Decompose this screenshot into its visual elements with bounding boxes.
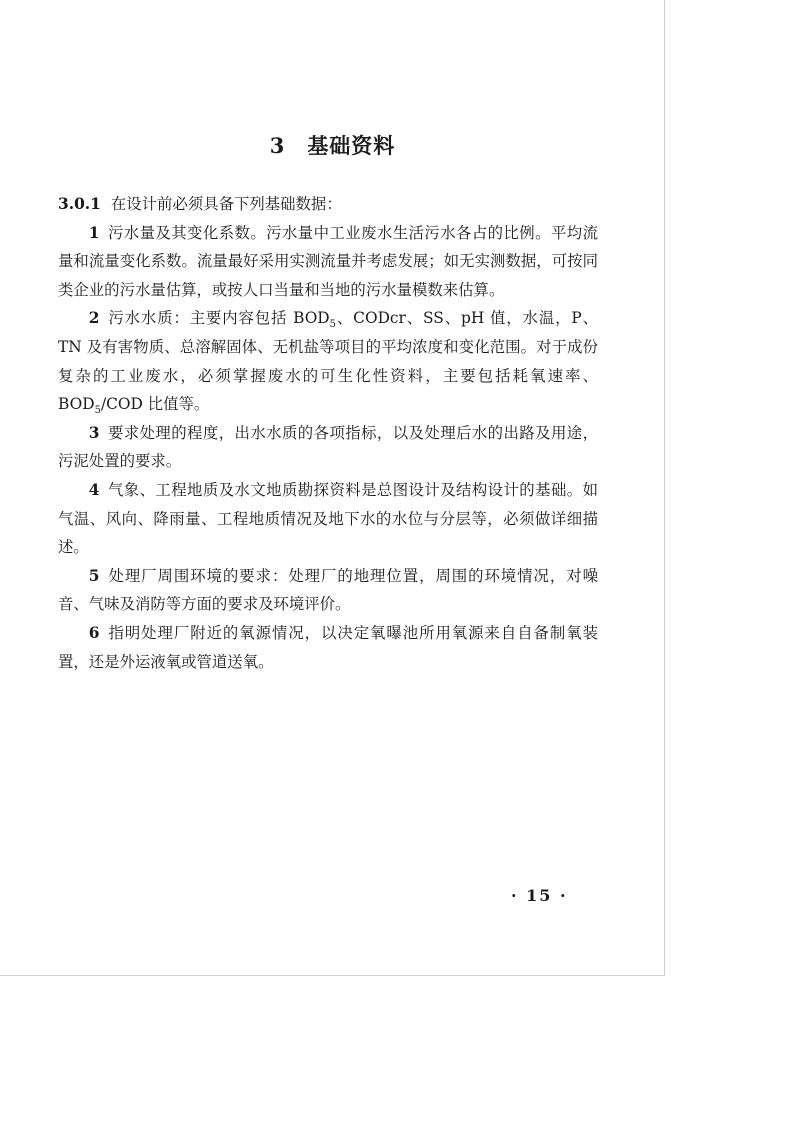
clause-number: 3.0.1 (58, 195, 101, 213)
item-text: 指明处理厂附近的氧源情况，以决定氧曝池所用氧源来自自备制氧装置，还是外运液氧或管道送氧。 (58, 623, 598, 671)
item-text: 气象、工程地质及水文地质勘探资料是总图设计及结构设计的基础。如气温、风向、降雨量、工程地质情况及地下水的水位与分层等，必须做详细描述。 (58, 480, 598, 557)
item-text-part: 污水水质：主要内容包括 BOD (107, 309, 330, 328)
clause-paragraph (58, 190, 598, 219)
item-text: 污水量及其变化系数。污水量中工业废水生活污水各占的比例。平均流量和流量变化系数。流量最好采用实测流量并考虑发展；如无实测数据，可按同类企业的污水量估算，或按人口当量和当地的污水量模数来估算。 (58, 223, 598, 299)
chapter-title-text: 基础资料 (307, 133, 396, 158)
chapter-number: 3 (269, 133, 286, 158)
item-number: 3 (88, 423, 100, 442)
list-item (58, 476, 598, 562)
subscript: 5 (94, 405, 101, 417)
item-number: 2 (88, 309, 100, 328)
clause-text: 在设计前必须具备下列基础数据： (110, 195, 342, 213)
list-item (58, 304, 598, 418)
page-number: · 15 · (511, 886, 568, 905)
item-text-part: /COD 比值等。 (100, 395, 210, 414)
item-number: 6 (88, 623, 100, 642)
chapter-title (0, 130, 665, 160)
item-text: 处理厂周围环境的要求：处理厂的地理位置，周围的环境情况，对噪音、气味及消防等方面的要求及环境评价。 (58, 566, 598, 614)
item-number: 4 (88, 480, 100, 499)
list-item (58, 619, 598, 676)
list-item (58, 562, 598, 619)
item-text: 要求处理的程度，出水水质的各项指标，以及处理后水的出路及用途，污泥处置的要求。 (58, 423, 598, 471)
list-item (58, 219, 598, 305)
list-item (58, 419, 598, 476)
body-text (58, 190, 598, 676)
item-number: 1 (88, 223, 100, 242)
subscript: 5 (329, 319, 337, 331)
item-text-part: 、CODcr、SS、pH 值，水温，P、TN 及有害物质、总溶解固体、无机盐等项目的平均浓度和变化范围。对于成份复杂的工业废水，必须掌握废水的可生化性资料，主要包括耗氧速率、BOD (58, 309, 598, 414)
item-number: 5 (88, 566, 100, 585)
